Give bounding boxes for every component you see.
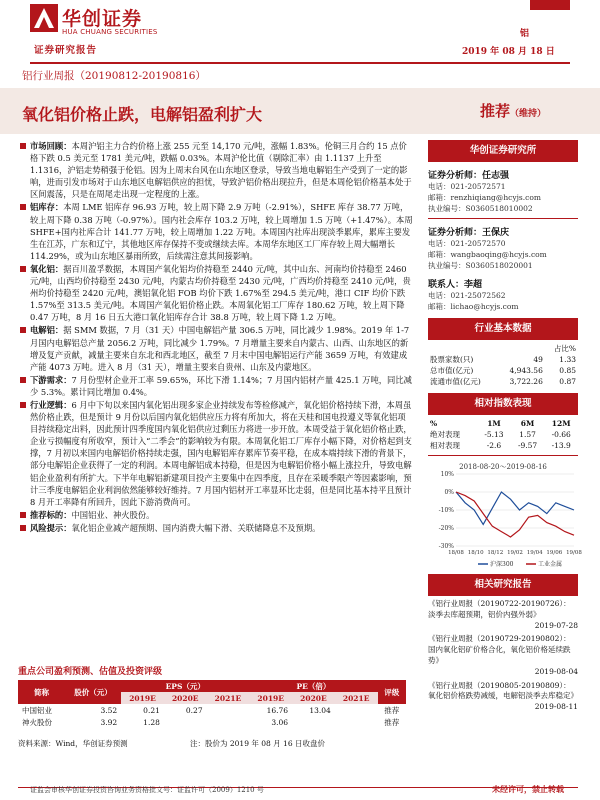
- analyst-name: 任志强: [482, 171, 510, 181]
- summary-bullet: [18, 399, 413, 508]
- footer-license: 证监会审核华创证券投资咨询业务资格批文号：证监许可（2009）1210 号: [30, 786, 264, 794]
- performance-col-header: 6M: [520, 419, 535, 428]
- basic-data-share: 0.87: [559, 377, 576, 386]
- basic-data-header: 行业基本数据: [428, 318, 578, 340]
- analyst-license: 执业编号：S0360518010002: [428, 204, 533, 213]
- source-text: 资料来源：Wind，华创证券预测: [18, 739, 128, 748]
- contact-phone: 电话：021-25072562: [428, 291, 506, 300]
- analyst-email: 邮箱：renzhiqiang@hcyjs.com: [428, 193, 541, 202]
- analyst-name-line: [428, 225, 578, 238]
- basic-data-share: 1.33: [559, 355, 576, 364]
- analyst-phone: 电话：021-20572570: [428, 239, 506, 248]
- basic-data-share: 0.85: [559, 366, 576, 375]
- chart-y-tick: -10%: [438, 507, 454, 514]
- forecast-col-pe: PE（倍）: [249, 680, 377, 692]
- related-report-item[interactable]: [428, 599, 578, 631]
- forecast-name: 神火股份: [22, 717, 52, 727]
- forecast-year: 2020E: [164, 692, 207, 704]
- forecast-pe: 3.06: [271, 717, 289, 727]
- forecast-price: 3.92: [100, 717, 118, 727]
- analyst-email: 邮箱：wangbaoqing@hcyjs.com: [428, 250, 547, 259]
- forecast-pe: 16.76: [266, 705, 289, 715]
- forecast-table-title: 重点公司盈利预测、估值及投资评级: [18, 667, 163, 677]
- related-report-item[interactable]: [428, 634, 578, 677]
- bullet-text: 7 月份型材企业开工率 59.65%，环比下滑 1.14%；7 月国内铝材产量 425.1 万吨，同比减少 5.3%。累计同比增加 0.4%。: [30, 374, 412, 397]
- chart-y-tick: -20%: [438, 525, 454, 532]
- forecast-rating: 推荐: [384, 705, 400, 715]
- summary-bullet: [18, 522, 413, 534]
- chart-y-tick: 10%: [440, 471, 454, 478]
- chart-x-tick: 19/08: [566, 550, 582, 556]
- analyst-list: [428, 168, 578, 271]
- performance-col-header: 12M: [551, 419, 571, 428]
- contact-label: 联系人：: [428, 280, 465, 290]
- basic-data-row: [428, 354, 578, 365]
- bullet-heading: 氧化铝：: [30, 263, 64, 274]
- chart-series-line: [456, 492, 574, 524]
- bullet-text: 中国铝业、神火股份。: [71, 509, 155, 520]
- forecast-table: [18, 680, 406, 728]
- forecast-pe: 13.04: [309, 705, 331, 715]
- contact-email: 邮箱：lichao@hcyjs.com: [428, 302, 519, 311]
- chart-x-tick: 19/04: [526, 550, 543, 556]
- forecast-name: 中国铝业: [22, 705, 52, 715]
- forecast-year: 2020E: [292, 692, 335, 704]
- related-report-date: 2019-08-11: [534, 702, 578, 712]
- forecast-eps: 0.21: [143, 705, 160, 715]
- institute-header: 华创证券研究所: [428, 140, 578, 162]
- chart-x-tick: 19/02: [507, 550, 523, 556]
- analyst-label: 证券分析师：: [428, 228, 483, 238]
- basic-data-label: 总市值(亿元): [430, 366, 474, 375]
- summary-bullet: [18, 509, 413, 521]
- performance-value: 1.57: [519, 430, 536, 439]
- chart-x-tick: 18/10: [467, 550, 484, 556]
- logo-mark-icon: [30, 4, 58, 32]
- sector-label: 铝: [520, 29, 530, 39]
- bullet-heading: 铝库存：: [30, 202, 64, 213]
- analyst-label: 证券分析师：: [428, 171, 483, 181]
- basic-data-value: 3,722.26: [509, 377, 543, 386]
- analyst-divider: [428, 218, 578, 219]
- rating-badge: [480, 100, 546, 121]
- contact-name: 李超: [464, 280, 483, 290]
- performance-row: [428, 440, 578, 451]
- bullet-text: 本周 LME 铝库存 96.93 万吨，较上周下降 2.9 万吨（-2.91%），SHFE 库存 38.77 万吨，较上周下降 0.38 万吨（-0.97%）。国内社会库存 103.2 万吨，较上周增加 1.5 万吨（+1.47%）。本周 SHFE+国内社库合计 141.77 万吨，较上周增加 1.22 万吨。本周国内社库出现淡季累库，累库主要发生在江苏，广东和辽宁，其他地区库存保持不变或继续去库。本周华东地区工厂库存较上周大幅增长 114.29%，或为山东地区暴雨所致，后续需注意其间接影响。: [30, 202, 413, 261]
- performance-col-header: %: [430, 419, 438, 428]
- related-report-title: 《铝行业周报（20190722-20190726）：淡季去库超预期，铝价内强外弱》: [428, 599, 571, 619]
- forecast-year: 2021E: [207, 692, 250, 704]
- performance-value: -2.6: [486, 441, 502, 450]
- summary-bullet: [18, 374, 413, 398]
- chart-divider: [428, 455, 578, 456]
- bullet-text: 据 SMM 数据，7 月（31 天）中国电解铝产量 306.5 万吨，同比减少 1.98%。2019 年 1-7 月国内电解铝总产量 2056.2 万吨，同比减少 1.79%。7 月增量主要来自内蒙古、山西、山东地区的新增及复产贡献，减量主要来自东北和西北地区，截至 7 月末中国电解铝运行产能 3659 万吨，有效建成产能 4073 万吨。进入 8 月（31 天），增量主要来自贵州、山东及内蒙地区。: [30, 325, 410, 372]
- forecast-col-eps: EPS（元）: [121, 680, 249, 692]
- analyst-name: 王保庆: [482, 228, 510, 238]
- bullet-text: 本周沪铝主力合约价格上涨 255 元至 14,170 元/吨，涨幅 1.83%。伦铜三月合约 15 点价格下跌 0.5 美元至 1781 美元/吨，跌幅 0.03%。本周沪伦比值（剔除汇率）由 1.1137 上升至 1.1316，沪铝走势稍强于伦铝。因为上周末台风在山东地区登录，导致当地电解铝生产受到了一定的影响，进而引发市场对于山东地区电解铝供应的担忧，导致沪铝价格出现拉升，但是本周伦铝价格基本处于区间震荡，只是在周尾走出现一定程度的上涨。: [30, 141, 412, 200]
- chart-y-tick: 0%: [444, 489, 454, 496]
- forecast-price: 3.52: [100, 705, 118, 715]
- performance-value: -13.9: [551, 441, 571, 450]
- forecast-col-price: 股价（元）: [65, 680, 121, 704]
- bullet-heading: 电解铝：: [30, 325, 64, 336]
- chart-x-tick: 18/08: [448, 550, 464, 556]
- forecast-eps: [164, 716, 207, 728]
- summary-body: [18, 140, 413, 535]
- chart-y-tick: -30%: [438, 543, 454, 550]
- bullet-heading: 风险提示：: [30, 522, 72, 533]
- analyst-license: 执业编号：S0360518020001: [428, 261, 533, 270]
- performance-row: [428, 429, 578, 440]
- analyst-card: [428, 168, 578, 219]
- performance-value: -0.66: [551, 430, 571, 439]
- logo-chinese-text: 华创证券: [62, 8, 143, 30]
- basic-data-label: 股票家数(只): [430, 355, 474, 364]
- analyst-name-line: [428, 168, 578, 181]
- forecast-col-rating: 评级: [378, 680, 406, 704]
- performance-label: 绝对表现: [430, 430, 460, 439]
- chart-title: 2018-08-20～2019-08-16: [459, 463, 547, 471]
- logo-english-text: HUA CHUANG SECURITIES: [62, 28, 158, 36]
- summary-bullet: [18, 140, 413, 200]
- chart-legend-label: 工业金属: [538, 561, 563, 568]
- price-note: 注：股价为 2019 年 08 月 16 日收盘价: [190, 739, 325, 748]
- forecast-year: 2019E: [121, 692, 164, 704]
- basic-data-value: 49: [533, 355, 543, 364]
- forecast-eps: [207, 716, 250, 728]
- analyst-card: [428, 225, 578, 271]
- forecast-rating: 推荐: [384, 717, 400, 727]
- related-report-title: 《铝行业周报（20190729-20190802）：国内氧化铝矿价格合化，氧化铝价格延续跌势》: [428, 634, 571, 665]
- forecast-row: [18, 704, 406, 716]
- related-reports-list: [428, 599, 578, 713]
- related-report-title: 《铝行业周报（20190805-20190809）：氧化铝价格跌势减缓，电解铝淡季去库稳定》: [428, 680, 578, 701]
- related-report-item[interactable]: [428, 681, 578, 713]
- summary-bullet: [18, 201, 413, 261]
- basic-data-col-header: 占比%: [553, 344, 576, 353]
- performance-value: -5.13: [484, 430, 504, 439]
- bullet-text: 据百川盈孚数据，本周国产氧化铝均价持稳至 2440 元/吨，其中山东、河南均价持稳至 2460 元/吨，山西均价持稳至 2430 元/吨，内蒙古均价持稳至 2430 元/吨，广西均价持稳至 2410 元/吨，贵州均价持稳至 2420 元/吨，澳铝氧化铝 FOB 均价下跌 1.67%至 294.5 美元/吨，港口 CIF 均价下跌 1.57%至 313.5 美元/吨。本周国产氧化铝价格止跌。本周氧化铝工厂库存 180.62 万吨，较上周下降 0.47 万吨，8 月 16 日五大港口氧化铝库存合计 38.8 万吨，较上周下降 1.2 万吨。: [30, 263, 411, 323]
- forecast-eps: 0.27: [185, 705, 203, 715]
- performance-col-header: 1M: [487, 419, 501, 428]
- performance-value: -9.57: [517, 441, 538, 450]
- report-date: 2019 年 08 月 18 日: [462, 47, 555, 57]
- rating-text: 推荐: [480, 102, 511, 120]
- relative-performance-chart: [428, 460, 582, 570]
- basic-data-table: [428, 343, 578, 387]
- weekly-report-title: 铝行业周报（20190812-20190816）: [22, 70, 206, 82]
- chart-x-tick: 19/06: [546, 550, 563, 556]
- forecast-pe: [335, 704, 378, 716]
- related-reports-header: 相关研究报告: [428, 574, 578, 596]
- related-report-date: 2019-07-28: [534, 620, 578, 630]
- bullet-text: 6 月中下旬以来国内氧化铝出现多家企业持续发布等检修减产，氧化铝价格持续下滑，本周虽然价格止跌，但是预计 9 月份以后国内氧化铝供应压力将有所加大，将在天桂和国电投遵义等氧化铝项目持续稳定出料，因此预计四季度国内氧化铝供应过剩压力将进一步开放。本周受益于氧化铝价格止跌，企业亏损幅度有所收窄，预计入“二季会”的影响较为有限。本周氧化铝工厂库存小幅下降，对价格起到支撑，7 月初以来国内电解铝价格持续走强，国内电解铝库存累库节奏平稳，在成本端持续下滑的背景下，部分电解铝企业获得了一定的利润。本周电解铝成本持稳，但是因为电解铝价格小幅上涨拉升，导致电解铝企业盈利有所扩大。下半年电解铝新建项目投产主要集中在四季度，且存在采暖季限产等因素影响，预计三季度电解铝企业利润依然能够较好维持。7 月国内铝材开工率显环比走弱，但是同比基本持平且预计 8 月开工率降有所回升，因此下游消费尚可。: [30, 399, 412, 507]
- rating-note: （维持）: [510, 109, 547, 119]
- basic-data-row: [428, 376, 578, 387]
- footer-copyright: 未经许可，禁止转载: [492, 784, 564, 794]
- basic-data-row: [428, 365, 578, 376]
- header-divider: [30, 62, 570, 64]
- page-title: 氧化铝价格止跌，电解铝盈利扩大: [22, 105, 263, 124]
- forecast-year: 2021E: [335, 692, 378, 704]
- chart-series-line: [456, 492, 574, 537]
- performance-table: [428, 418, 578, 451]
- chart-svg: [428, 460, 582, 570]
- forecast-row: [18, 716, 406, 728]
- forecast-source: [18, 738, 325, 749]
- forecast-eps: [207, 704, 250, 716]
- bullet-heading: 推荐标的：: [30, 509, 72, 520]
- chart-x-tick: 18/12: [487, 550, 504, 556]
- contact-block: [428, 277, 578, 312]
- forecast-pe: [292, 716, 335, 728]
- top-tab-decoration: [530, 0, 570, 10]
- chart-legend-label: 沪深300: [490, 561, 514, 568]
- bullet-text: 氧化铝企业减产超预期、国内消费大幅下滑、关联储降息不及预期。: [71, 522, 321, 533]
- summary-bullet: [18, 324, 413, 372]
- bullet-heading: 市场回顾：: [30, 141, 72, 151]
- bullet-heading: 行业逻辑：: [30, 399, 72, 410]
- analyst-phone: 电话：021-20572571: [428, 182, 506, 191]
- forecast-pe: [335, 716, 378, 728]
- related-report-date: 2019-08-04: [534, 666, 578, 676]
- sidebar: [428, 140, 582, 716]
- forecast-col-name: 简称: [18, 680, 65, 704]
- basic-data-value: 4,943.56: [509, 366, 543, 375]
- report-type-label: 证券研究报告: [34, 45, 98, 56]
- summary-bullet: [18, 263, 413, 323]
- basic-data-label: 流通市值(亿元): [430, 377, 481, 386]
- forecast-eps: 1.28: [143, 717, 160, 727]
- performance-header: 相对指数表现: [428, 393, 578, 415]
- forecast-year: 2019E: [249, 692, 292, 704]
- performance-label: 相对表现: [430, 441, 460, 450]
- bullet-heading: 下游需求：: [30, 374, 72, 385]
